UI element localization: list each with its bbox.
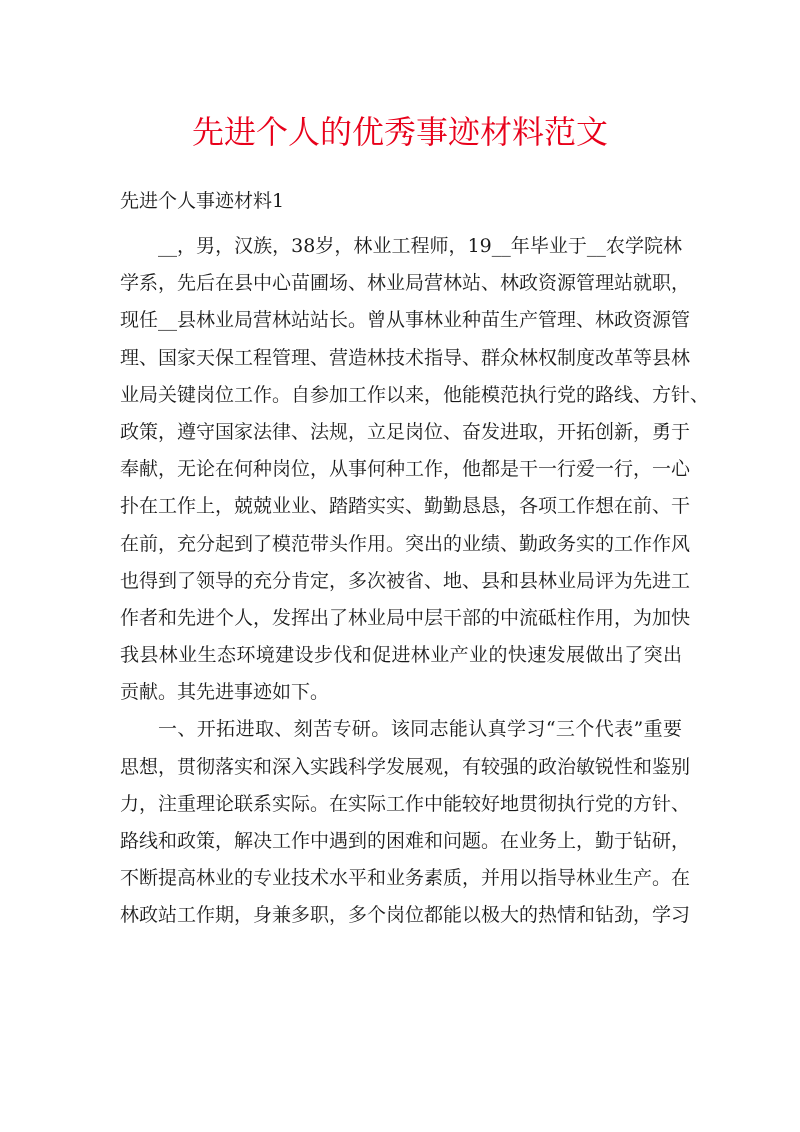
paragraph-line: 贡献。其先进事迹如下。	[120, 681, 330, 704]
paragraph-line: 扑在工作上，兢兢业业、踏踏实实、勤勤恳恳，各项工作想在前、干	[120, 495, 691, 518]
paragraph-line: 思想，贯彻落实和深入实践科学发展观，有较强的政治敏锐性和鉴别	[120, 755, 691, 778]
paragraph-line: 不断提高林业的专业技术水平和业务素质，并用以指导林业生产。在	[120, 867, 691, 890]
document-title: 先进个人的优秀事迹材料范文	[191, 113, 608, 151]
paragraph-1	[120, 228, 710, 711]
paragraph-line: 我县林业生态环境建设步伐和促进林业产业的快速发展做出了突出	[120, 644, 682, 667]
paragraph-line: 理、国家天保工程管理、营造林技术指导、群众林权制度改革等县林	[120, 346, 691, 369]
document-body	[120, 228, 710, 935]
paragraph-line: 路线和政策，解决工作中遇到的困难和问题。在业务上，勤于钻研，	[120, 830, 691, 852]
paragraph-line: 一、开拓进取、刻苦专研。该同志能认真学习“三个代表”重要	[158, 718, 682, 741]
paragraph-line: 业局关键岗位工作。自参加工作以来，他能模范执行党的路线、方针、	[120, 383, 710, 406]
paragraph-line: 学系，先后在县中心苗圃场、林业局营林站、林政资源管理站就职，	[120, 272, 691, 295]
paragraph-line: __，男，汉族，38岁，林业工程师，19__年毕业于__农学院林	[158, 235, 682, 257]
paragraph-line: 林政站工作期，身兼多职，多个岗位都能以极大的热情和钻劲，学习	[120, 904, 691, 927]
paragraph-line: 现任__县林业局营林站站长。曾从事林业种苗生产管理、林政资源管	[120, 309, 691, 332]
paragraph-line: 也得到了领导的充分肯定，多次被省、地、县和县林业局评为先进工	[120, 569, 691, 592]
paragraph-line: 作者和先进个人，发挥出了林业局中层干部的中流砥柱作用，为加快	[120, 606, 691, 629]
section-heading: 先进个人事迹材料1	[120, 190, 285, 212]
paragraph-line: 政策，遵守国家法律、法规，立足岗位、奋发进取，开拓创新，勇于	[120, 420, 691, 443]
paragraph-2	[120, 711, 691, 934]
paragraph-line: 力，注重理论联系实际。在实际工作中能较好地贯彻执行党的方针、	[120, 792, 691, 815]
paragraph-line: 在前，充分起到了模范带头作用。突出的业绩、勤政务实的工作作风	[120, 532, 691, 555]
paragraph-line: 奉献，无论在何种岗位，从事何种工作，他都是干一行爱一行，一心	[120, 458, 691, 481]
